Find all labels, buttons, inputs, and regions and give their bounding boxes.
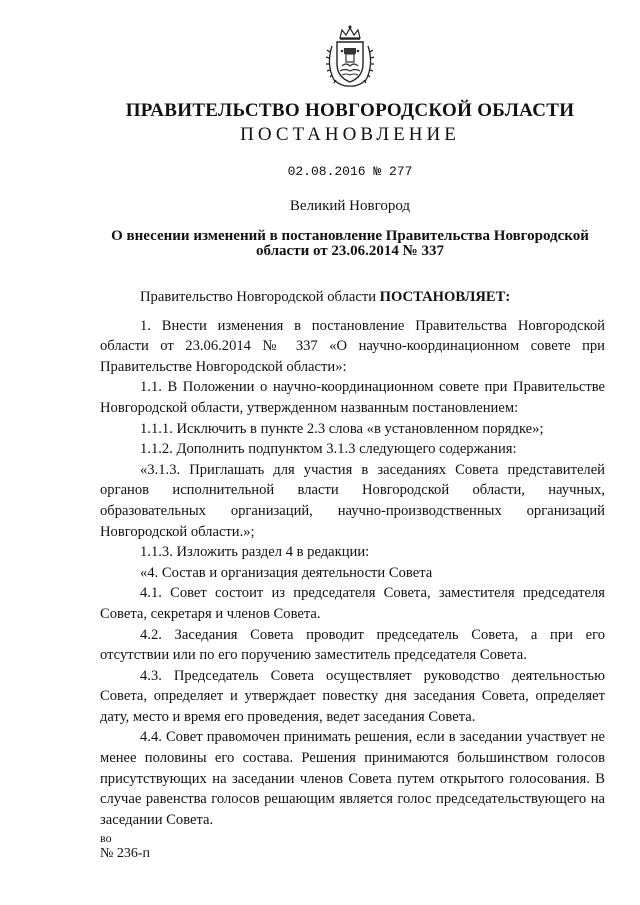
document-body (100, 287, 605, 830)
paragraph: 4.3. Председатель Совета осуществляет руководство деятельностью Совета, определяет и утверждает повестку дня заседания Совета, определяет дату, место и время его проведения, ведет заседания Совета. (100, 667, 605, 725)
paragraph: 1.1. В Положении о научно-координационном совете при Правительстве Новгородской области, утвержденном названным постановлением: (100, 379, 605, 416)
subject-line-1: О внесении изменений в постановление Правительства Новгородской (111, 228, 589, 244)
document-date-number: 02.08.2016 № 277 (287, 164, 413, 179)
paragraph: «4. Состав и организация деятельности Совета (140, 564, 433, 581)
document-footer (100, 830, 150, 862)
paragraph: 4.4. Совет правомочен принимать решения, если в заседании участвует не менее половины его состава. Решения принимаются большинством голосов присутствующих на заседании членов Совета путем открытого голосования. В случае равенства голосов решающим является голос председательствующего на заседании Совета. (100, 729, 605, 828)
document-subject (0, 229, 640, 259)
document-type: ПОСТАНОВЛЕНИЕ (240, 124, 460, 145)
government-title: ПРАВИТЕЛЬСТВО НОВГОРОДСКОЙ ОБЛАСТИ (125, 100, 575, 121)
coat-of-arms-icon (322, 24, 378, 90)
footer-number: № 236-п (100, 846, 151, 861)
document-city: Великий Новгород (289, 198, 411, 214)
paragraph: 4.1. Совет состоит из председателя Совета, заместителя председателя Совета, секретаря и членов Совета. (100, 585, 605, 622)
intro-resolves: ПОСТАНОВЛЯЕТ: (379, 289, 511, 305)
paragraph: «3.1.3. Приглашать для участия в заседаниях Совета представителей органов исполнительной власти Новгородской области, научных, образовательных организаций, научно-производственных организаций Новгородской области.»; (100, 461, 605, 540)
subject-line-2: области от 23.06.2014 № 337 (256, 243, 444, 259)
paragraph: 4.2. Заседания Совета проводит председатель Совета, а при его отсутствии или по его поручению заместитель председателя Совета. (100, 626, 605, 664)
paragraph: 1.1.2. Дополнить подпунктом 3.1.3 следующего содержания: (140, 441, 517, 458)
paragraph: 1.1.1. Исключить в пункте 2.3 слова «в установленном порядке»; (140, 420, 544, 437)
paragraph: 1. Внести изменения в постановление Правительства Новгородской области от 23.06.2014 № 337 «О научно-координационном совете при Правительстве Новгородской области»: (100, 317, 605, 375)
paragraph: 1.1.3. Изложить раздел 4 в редакции: (140, 544, 370, 561)
intro-paragraph (100, 287, 605, 308)
footer-code: во (100, 831, 112, 845)
intro-text: Правительство Новгородской области (140, 289, 380, 305)
